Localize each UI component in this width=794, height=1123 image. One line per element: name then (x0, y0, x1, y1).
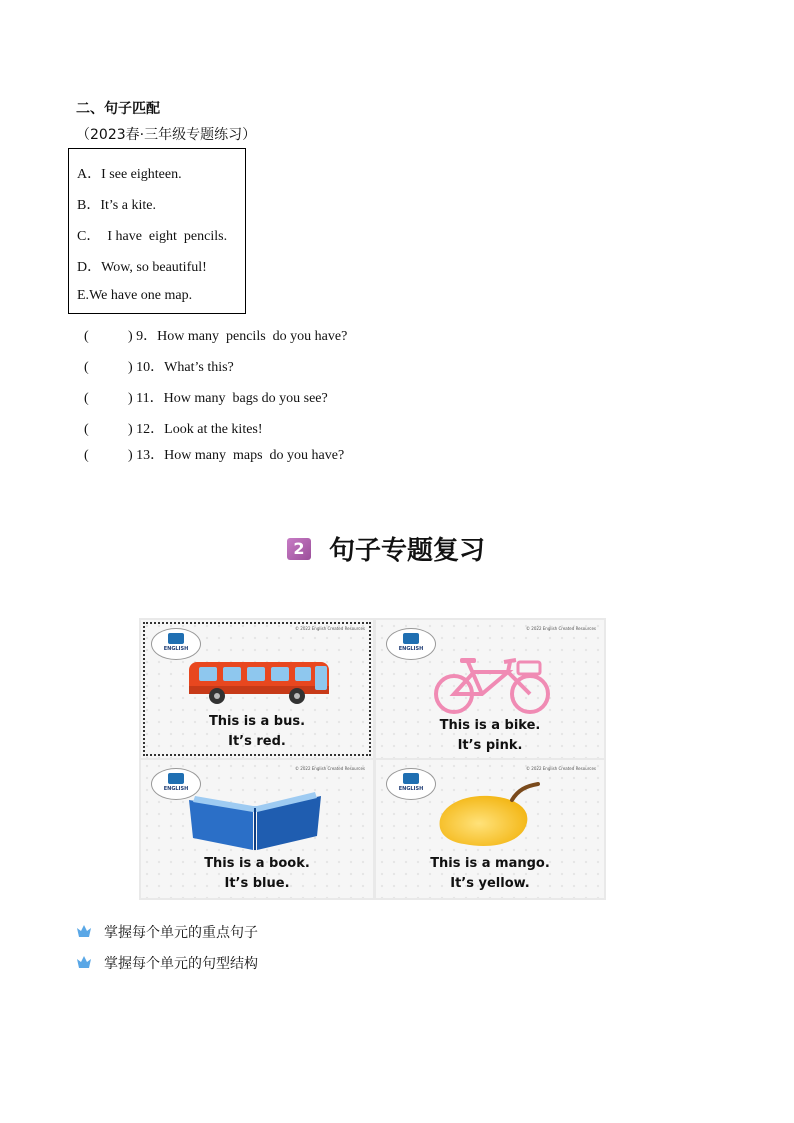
option-text: Wow, so beautiful! (101, 260, 207, 275)
question-number: 10． (136, 360, 165, 375)
answer-blank-close: ) (128, 329, 133, 344)
option-letter: A． (77, 167, 102, 182)
english-logo (151, 628, 201, 660)
question-text: How many pencils do you have? (157, 329, 348, 344)
logo-label: ENGLISH (398, 786, 424, 792)
card-bike (376, 620, 604, 758)
answer-blank-open[interactable]: ( (84, 391, 89, 406)
book-icon (185, 790, 325, 852)
question-text: Look at the kites! (164, 422, 263, 437)
option-c (77, 225, 227, 245)
logo-label: ENGLISH (163, 646, 189, 652)
card-line-2: It’s pink. (457, 738, 523, 753)
english-logo (386, 768, 436, 800)
section-title: 二、句子匹配 (76, 101, 160, 117)
answer-blank-close: ) (128, 422, 133, 437)
question-number: 12． (136, 422, 165, 437)
card-line-2: It’s blue. (224, 876, 290, 891)
number-badge: 2 (287, 538, 311, 560)
card-line-2: It’s yellow. (450, 876, 530, 891)
question-12 (84, 418, 263, 438)
question-text: What’s this? (164, 360, 234, 375)
answer-blank-open[interactable]: ( (84, 360, 89, 375)
crown-icon (76, 924, 92, 938)
copyright-note: © 2022 English Created Resources (295, 626, 365, 631)
bike-icon (430, 654, 554, 716)
copyright-note: © 2022 English Created Resources (526, 626, 596, 631)
card-line-2: It’s red. (228, 734, 286, 749)
question-text: How many maps do you have? (164, 448, 345, 463)
answer-blank-close: ) (128, 360, 133, 375)
mango-icon (434, 780, 550, 852)
answer-blank-close: ) (128, 391, 133, 406)
question-number: 13． (136, 448, 165, 463)
answer-blank-open[interactable]: ( (84, 329, 89, 344)
logo-label: ENGLISH (163, 786, 189, 792)
review-heading (287, 530, 485, 567)
question-text: How many bags do you see? (163, 391, 328, 406)
source-note: （2023春·三年级专题练习） (76, 127, 257, 143)
card-bus (141, 620, 373, 758)
option-a (77, 163, 182, 183)
option-text: We have one map. (89, 288, 193, 303)
option-text: I have eight pencils. (100, 229, 228, 244)
bullet-text-1: 掌握每个单元的重点句子 (104, 925, 258, 941)
card-line-1: This is a mango. (430, 856, 550, 871)
card-line-1: This is a book. (204, 856, 310, 871)
option-letter: D． (77, 260, 102, 275)
card-mango (376, 760, 604, 898)
answer-blank-close: ) (128, 448, 133, 463)
question-9 (84, 325, 347, 345)
question-number: 9． (136, 329, 158, 344)
crown-icon (76, 955, 92, 969)
option-b (77, 194, 156, 214)
option-d (77, 256, 207, 276)
option-letter: C． (77, 229, 101, 244)
card-line-1: This is a bus. (208, 714, 306, 729)
card-line-1: This is a bike. (439, 718, 541, 733)
question-13 (84, 444, 344, 464)
option-e (77, 288, 192, 304)
card-book (141, 760, 373, 898)
copyright-note: © 2022 English Created Resources (295, 766, 365, 771)
question-11 (84, 387, 328, 407)
english-logo (386, 628, 436, 660)
flashcards-image (139, 618, 606, 900)
option-letter: E. (77, 288, 90, 303)
bullet-text-2: 掌握每个单元的句型结构 (104, 956, 258, 972)
answer-blank-open[interactable]: ( (84, 448, 89, 463)
logo-label: ENGLISH (398, 646, 424, 652)
options-box (68, 148, 246, 314)
bus-icon (185, 658, 333, 706)
answer-blank-open[interactable]: ( (84, 422, 89, 437)
option-text: I see eighteen. (101, 167, 182, 182)
question-10 (84, 356, 234, 376)
option-text: It’s a kite. (100, 198, 156, 213)
option-letter: B． (77, 198, 101, 213)
copyright-note: © 2022 English Created Resources (526, 766, 596, 771)
review-title: 句子专题复习 (329, 536, 486, 566)
question-number: 11． (136, 391, 164, 406)
